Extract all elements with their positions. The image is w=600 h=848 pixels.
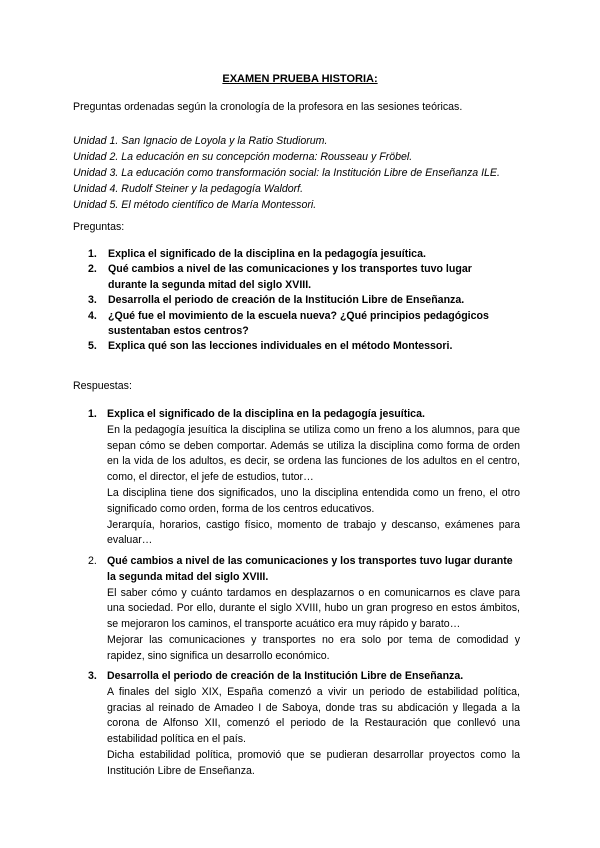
units-list [73, 133, 543, 213]
answer-paragraph: A finales del siglo XIX, España comenzó a vivir un periodo de estabilidad política, gracias al reinado de Amadeo I de Saboya, donde tras su abdicación y llegada a la corona de Alfonso XII, comenzó el periodo de la Restauración que conllevó una estabilidad política en el país. [107, 685, 520, 746]
answer-block-3 [88, 669, 520, 780]
answer-paragraph: Jerarquía, horarios, castigo físico, momento de trabajo y descanso, exámenes para evaluar… [107, 518, 520, 547]
answer-paragraph: Dicha estabilidad política, promovió que se pudieran desarrollar proyectos como la Institución Libre de Enseñanza. [107, 748, 520, 777]
unit-item: Unidad 4. Rudolf Steiner y la pedagogía Waldorf. [73, 183, 304, 196]
questions-list [88, 247, 503, 355]
answer-question: 2. Qué cambios a nivel de las comunicaciones y los transportes tuvo lugar durante la segunda mitad del siglo XVIII. [88, 555, 513, 583]
unit-item: Unidad 5. El método científico de María Montessori. [73, 199, 317, 212]
unit-item: Unidad 2. La educación en su concepción moderna: Rousseau y Fröbel. [73, 151, 413, 164]
question-item: 5. Explica qué son las lecciones individuales en el método Montessori. [88, 340, 453, 353]
unit-item: Unidad 3. La educación como transformación social: la Institución Libre de Enseñanza ILE. [73, 167, 500, 180]
question-item: 4. ¿Qué fue el movimiento de la escuela nueva? ¿Qué principios pedagógicos sustentaban estos centros? [88, 309, 489, 338]
answer-paragraph: Mejorar las comunicaciones y transportes no era solo por tema de comodidad y rapidez, sino significa un desarrollo económico. [107, 633, 520, 662]
answer-paragraph: La disciplina tiene dos significados, uno la disciplina entendida como un freno, el otro significado como orden, forma de los centros educativos. [107, 486, 520, 515]
answers-label: Respuestas: [73, 380, 132, 392]
question-item: 3. Desarrolla el periodo de creación de la Institución Libre de Enseñanza. [88, 294, 465, 307]
intro-text: Preguntas ordenadas según la cronología de la profesora en las sesiones teóricas. [73, 101, 463, 113]
answer-question: 1. Explica el significado de la disciplina en la pedagogía jesuítica. [88, 408, 425, 420]
answer-block-1 [88, 407, 520, 549]
unit-item: Unidad 1. San Ignacio de Loyola y la Ratio Studiorum. [73, 135, 328, 147]
question-item: 2. Qué cambios a nivel de las comunicaciones y los transportes tuvo lugar durante la segunda mitad del siglo XVIII. [88, 263, 472, 291]
question-item: 1. Explica el significado de la disciplina en la pedagogía jesuítica. [88, 248, 426, 260]
exam-title: EXAMEN PRUEBA HISTORIA: [222, 73, 378, 85]
answer-question: 3. Desarrolla el periodo de creación de la Institución Libre de Enseñanza. [88, 670, 464, 682]
answer-paragraph: El saber cómo y cuánto tardamos en desplazarnos o en comunicarnos es clave para una sociedad. Por ello, durante el siglo XVIII, hubo un gran progreso en estos ámbitos, se mejoraron los caminos, el transporte acuático era muy rápido y barato… [107, 586, 520, 631]
answer-block-2 [88, 554, 520, 665]
questions-label: Preguntas: [73, 221, 125, 233]
answer-paragraph: En la pedagogía jesuítica la disciplina se utiliza como un freno a los alumnos, para que sepan cómo se deben comportar. Además se utiliza la disciplina como forma de orden en la vida de los adultos, es decir, se ordena las funciones de los adultos en el centro, como, el director, el jefe de estudios, tutor… [107, 423, 520, 484]
